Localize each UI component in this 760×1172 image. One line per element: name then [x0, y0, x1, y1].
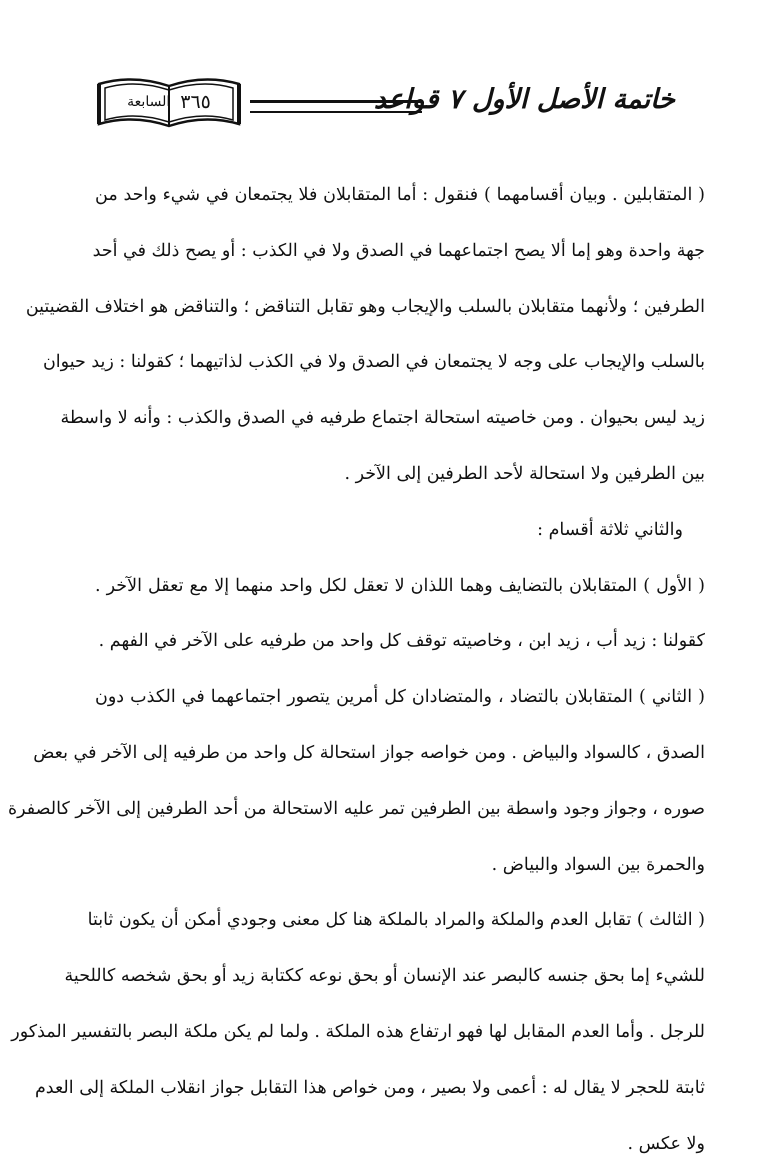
text-line: بالسلب والإيجاب على وجه لا يجتمعان في الصدق ولا في الكذب لذاتيهما ؛ كقولنا : زيد حيوان — [42, 352, 705, 373]
text-line: ( الثالث ) تقابل العدم والملكة والمراد بالملكة هنا كل معنى وجودي أمكن أن يكون ثابتا — [87, 910, 705, 931]
book-label-group — [115, 90, 223, 114]
text-line: للرجل . وأما العدم المقابل لها فهو ارتفاع هذه الملكة . ولما لم يكن ملكة البصر بالتفسير المذكور — [11, 1021, 705, 1042]
text-line: جهة واحدة وهو إما ألا يصح اجتماعهما في الصدق ولا في الكذب : أو يصح ذلك في أحد — [92, 240, 705, 261]
text-line: للشيء إما بحق جنسه كالبصر عند الإنسان أو بحق نوعه ككتابة زيد أو بحق شخصه كاللحية — [64, 966, 705, 987]
text-line: ( المتقابلين . وبيان أقسامهما ) فنقول : أما المتقابلان فلا يجتمعان في شيء واحد من — [95, 185, 705, 205]
running-title: خاتمة الأصل الأول ٧ قواعد — [373, 84, 675, 115]
open-book-icon — [95, 74, 243, 126]
text-line: والحمرة بين السواد والبياض . — [491, 854, 705, 875]
text-line: ( الثاني ) المتقابلان بالتضاد ، والمتضادان كل أمرين يتصور اجتماعهما في الكذب دون — [95, 687, 705, 708]
text-line: الطرفين ؛ ولأنهما متقابلان بالسلب والإيجاب وهو تقابل التناقض ؛ والتناقض هو اختلاف القضيتين — [25, 296, 705, 317]
text-line: الصدق ، كالسواد والبياض . ومن خواصه جواز استحالة كل واحد من طرفيه إلى الآخر في بعض — [33, 742, 705, 763]
page-header — [95, 72, 675, 134]
text-line: والثاني ثلاثة أقسام : — [537, 519, 683, 540]
text-line: ثابتة للحجر لا يقال له : أعمى ولا بصير ، ومن خواص هذا التقابل جواز انقلاب الملكة إلى العدم — [34, 1077, 705, 1098]
text-line: كقولنا : زيد أب ، زيد ابن ، وخاصيته توقف كل واحد من طرفيه على الآخر في الفهم . — [98, 631, 705, 652]
text-line: ( الأول ) المتقابلان بالتضايف وهما اللذان لا تعقل لكل واحد منهما إلا مع تعقل الآخر . — [95, 575, 705, 596]
page-number: ٣٦٥ — [180, 91, 211, 113]
body-text — [7, 168, 705, 1172]
text-line: ولا عكس . — [627, 1133, 705, 1154]
section-label: السابعة — [127, 94, 171, 110]
text-line: زيد ليس بحيوان . ومن خاصيته استحالة اجتماع طرفيه في الصدق والكذب : وأنه لا واسطة — [60, 408, 705, 429]
text-line: صوره ، وجواز وجود واسطة بين الطرفين تمر عليه الاستحالة من أحد الطرفين إلى الآخر كالصفرة — [7, 798, 705, 819]
text-line: بين الطرفين ولا استحالة لأحد الطرفين إلى الآخر . — [344, 463, 705, 484]
